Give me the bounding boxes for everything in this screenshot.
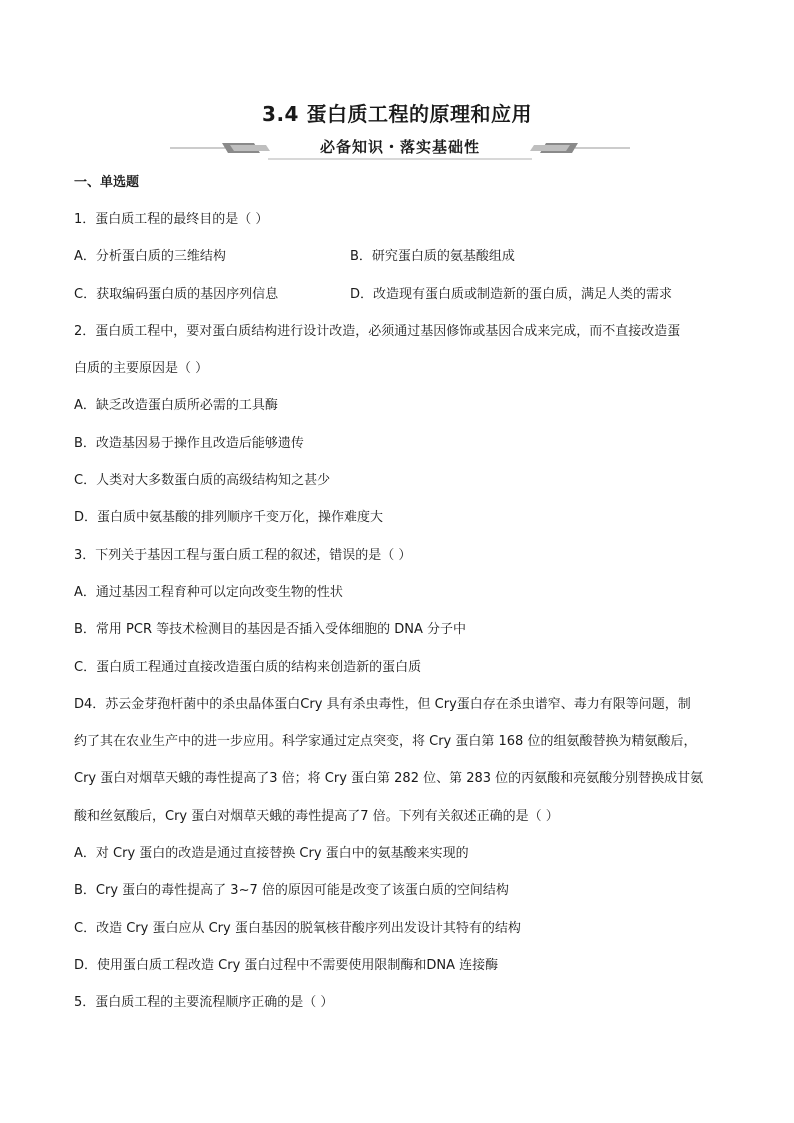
page-title: 3.4 蛋白质工程的原理和应用 xyxy=(262,102,532,126)
question-4-option-b: B．Cry 蛋白的毒性提高了 3~7 倍的原因可能是改变了该蛋白质的空间结构 xyxy=(74,883,509,899)
question-2-option-d: D．蛋白质中氨基酸的排列顺序千变万化，操作难度大 xyxy=(74,510,384,526)
question-3-option-b: B．常用 PCR 等技术检测目的基因是否插入受体细胞的 DNA 分子中 xyxy=(74,622,467,638)
question-4-stem-line-4: 酸和丝氨酸后，Cry 蛋白对烟草天蛾的毒性提高了7 倍。下列有关叙述正确的是（ ） xyxy=(74,808,559,824)
question-2-option-a: A．缺乏改造蛋白质所必需的工具酶 xyxy=(74,398,278,414)
question-1-options-row-2 xyxy=(74,285,724,305)
question-1-option-d: D．改造现有蛋白质或制造新的蛋白质，满足人类的需求 xyxy=(350,286,673,302)
question-4-option-c: C．改造 Cry 蛋白应从 Cry 蛋白基因的脱氧核苷酸序列出发设计其特有的结构 xyxy=(74,920,521,936)
question-3-option-c: C．蛋白质工程通过直接改造蛋白质的结构来创造新的蛋白质 xyxy=(74,659,422,675)
question-4-stem-line-3: Cry 蛋白对烟草天蛾的毒性提高了3 倍；将 Cry 蛋白第 282 位、第 283 位的丙氨酸和亮氨酸分别替换成甘氨 xyxy=(74,771,704,787)
question-1-option-a: A．分析蛋白质的三维结构 xyxy=(74,249,226,265)
question-content xyxy=(74,173,724,1031)
question-2-stem-line-2: 白质的主要原因是（ ） xyxy=(74,361,209,377)
question-4-stem-line-1: D4．苏云金芽孢杆菌中的杀虫晶体蛋白Cry 具有杀虫毒性，但 Cry蛋白存在杀虫谱窄、毒力有限等问题，制 xyxy=(74,696,691,712)
question-1-options-row-1 xyxy=(74,247,724,267)
question-4-option-d: D．使用蛋白质工程改造 Cry 蛋白过程中不需要使用限制酶和DNA 连接酶 xyxy=(74,957,499,973)
question-1-stem: 1．蛋白质工程的最终目的是（ ） xyxy=(74,212,269,227)
banner-label: 必备知识・落实基础性 xyxy=(319,138,480,156)
question-4-option-a: A．对 Cry 蛋白的改造是通过直接替换 Cry 蛋白中的氨基酸来实现的 xyxy=(74,846,469,862)
question-3-stem: 3．下列关于基因工程与蛋白质工程的叙述，错误的是（ ） xyxy=(74,547,412,563)
question-2-stem-line-1: 2．蛋白质工程中，要对蛋白质结构进行设计改造，必须通过基因修饰或基因合成来完成，而不直接改造蛋 xyxy=(74,323,681,339)
question-3-option-a: A．通过基因工程育种可以定向改变生物的性状 xyxy=(74,584,343,600)
section-banner xyxy=(170,132,630,162)
question-2-option-c: C．人类对大多数蛋白质的高级结构知之甚少 xyxy=(74,473,331,489)
question-2-option-b: B．改造基因易于操作且改造后能够遗传 xyxy=(74,435,304,451)
section-heading: 一、单选题 xyxy=(74,175,140,190)
question-4-stem-line-2: 约了其在农业生产中的进一步应用。科学家通过定点突变，将 Cry 蛋白第 168 位的组氨酸替换为精氨酸后， xyxy=(74,734,697,750)
question-1-option-b: B．研究蛋白质的氨基酸组成 xyxy=(350,249,515,265)
question-5-stem: 5．蛋白质工程的主要流程顺序正确的是（ ） xyxy=(74,995,334,1011)
question-1-option-c: C．获取编码蛋白质的基因序列信息 xyxy=(74,286,279,302)
